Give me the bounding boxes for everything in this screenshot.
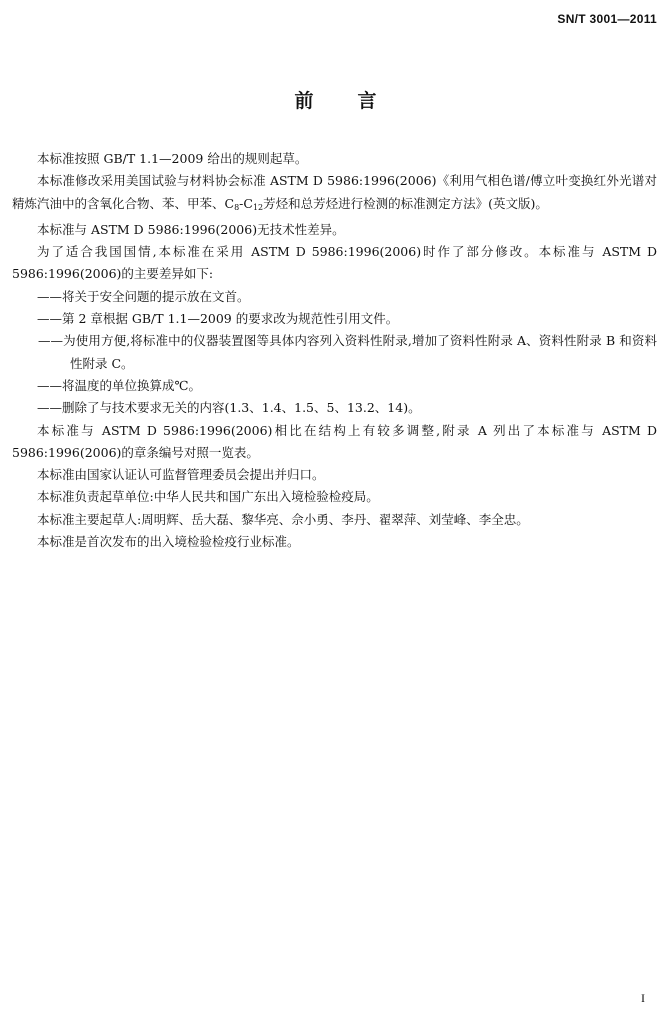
list-item-temperature-units: ——将温度的单位换算成℃。 <box>37 377 201 393</box>
paragraph-adoption-text-b: -C <box>239 195 253 211</box>
list-item-safety: ——将关于安全问题的提示放在文首。 <box>37 288 250 304</box>
paragraph-drafting-rules: 本标准按照 GB/T 1.1—2009 给出的规则起草。 <box>37 151 308 166</box>
page-number: I <box>641 991 645 1005</box>
list-item-deleted-content: ——删除了与技术要求无关的内容(1.3、1.4、1.5、5、13.2、14)。 <box>37 400 421 416</box>
paragraph-drafting-unit: 本标准负责起草单位:中华人民共和国广东出入境检验检疫局。 <box>37 489 379 505</box>
page-title: 前言 <box>294 90 421 112</box>
paragraph-adoption-text-c: 芳烃和总芳烃进行检测的标准测定方法》(英文版)。 <box>263 195 548 211</box>
paragraph-structure-changes: 本标准与 ASTM D 5986:1996(2006)相比在结构上有较多调整,附录 A 列出了本标准与 ASTM D 5986:1996(2006)的章条编号对照一览表。 <box>12 422 657 460</box>
document-code: SN/T 3001—2011 <box>557 12 657 26</box>
list-item-normative-references: ——第 2 章根据 GB/T 1.1—2009 的要求改为规范性引用文件。 <box>37 311 399 327</box>
paragraph-modifications: 为了适合我国国情,本标准在采用 ASTM D 5986:1996(2006)时作了部分修改。本标准与 ASTM D 5986:1996(2006)的主要差异如下: <box>12 244 657 282</box>
list-item-informative-annexes: ——为使用方便,将标准中的仪器装置图等具体内容列入资料性附录,增加了资料性附录 A、资料性附录 B 和资料性附录 C。 <box>38 333 657 371</box>
paragraph-adoption <box>12 170 657 219</box>
subscript-c12: 12 <box>252 202 264 212</box>
paragraph-proposer: 本标准由国家认证认可监督管理委员会提出并归口。 <box>37 467 325 483</box>
paragraph-adoption-text-a: 本标准修改采用美国试验与材料协会标准 ASTM D 5986:1996(2006)《利用气相色谱/傅立叶变换红外光谱对精炼汽油中的含氧化合物、苯、甲苯、C <box>12 173 657 211</box>
paragraph-first-release: 本标准是首次发布的出入境检验检疫行业标准。 <box>37 534 300 550</box>
paragraph-technical-differences: 本标准与 ASTM D 5986:1996(2006)无技术性差异。 <box>37 221 345 237</box>
paragraph-drafters: 本标准主要起草人:周明辉、岳大磊、黎华亮、佘小勇、李丹、翟翠萍、刘莹峰、李全忠。 <box>37 511 529 527</box>
foreword-body <box>12 148 657 553</box>
subscript-c8: 8 <box>234 202 240 212</box>
